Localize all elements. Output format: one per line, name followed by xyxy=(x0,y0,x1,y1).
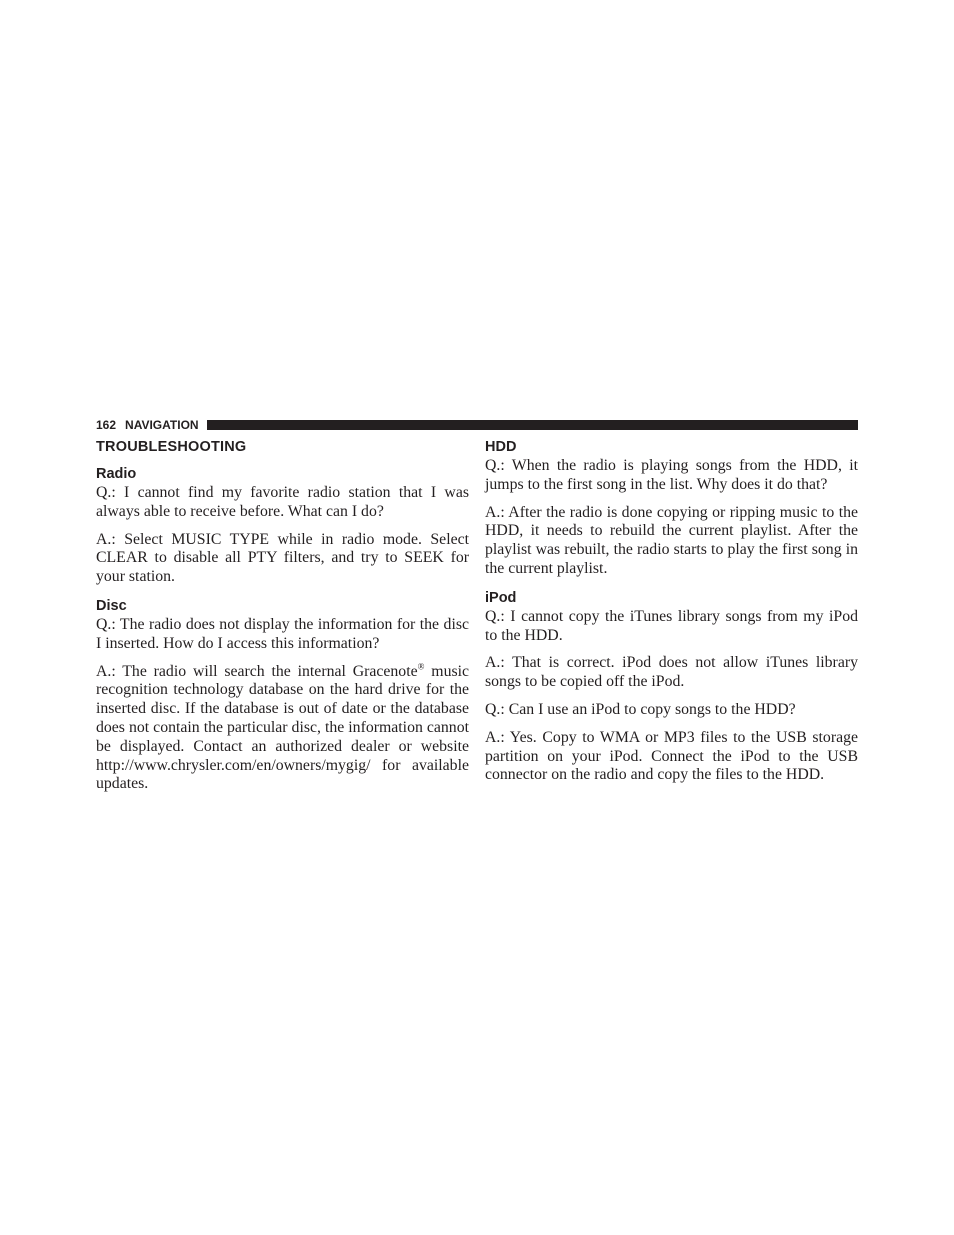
radio-answer: A.: Select MUSIC TYPE while in radio mode. Select CLEAR to disable all PTY filters, and try to SEEK for your station. xyxy=(96,530,469,586)
right-column xyxy=(485,436,858,794)
ipod-answer-1: A.: That is correct. iPod does not allow iTunes library songs to be copied off the iPod. xyxy=(485,654,858,691)
page-number: 162 xyxy=(96,417,117,432)
radio-heading: Radio xyxy=(96,466,137,482)
disc-heading: Disc xyxy=(96,597,127,614)
disc-answer-part2: music recognition technology database on the hard drive for the inserted disc. If the database is out of date or the database does not contain the particular disc, the information cannot be displayed. Contact an authorized dealer or website http://www.chrysler.com/en/owners/mygig/ for available updates. xyxy=(96,662,470,793)
ipod-answer-2: A.: Yes. Copy to WMA or MP3 files to the USB storage partition on your iPod. Connect the iPod to the USB connector on the radio and copy the files to the HDD. xyxy=(485,728,858,784)
ipod-question-1: Q.: I cannot copy the iTunes library songs from my iPod to the HDD. xyxy=(485,607,858,644)
page-title: TROUBLESHOOTING xyxy=(96,439,247,455)
disc-answer xyxy=(96,663,469,795)
ipod-question-2: Q.: Can I use an iPod to copy songs to the HDD? xyxy=(485,700,796,718)
header-rule xyxy=(207,420,858,430)
registered-mark: ® xyxy=(417,661,425,672)
radio-question: Q.: I cannot find my favorite radio station that I was always able to receive before. What can I do? xyxy=(96,484,469,520)
hdd-answer: A.: After the radio is done copying or ripping music to the HDD, it needs to rebuild the current playlist. After the playlist was rebuilt, the radio starts to play the first song in the current playlist. xyxy=(485,503,858,577)
page-header xyxy=(96,417,858,432)
hdd-question: Q.: When the radio is playing songs from the HDD, it jumps to the first song in the list. Why does it do that? xyxy=(485,457,858,493)
disc-answer-part1: A.: The radio will search the internal Gracenote xyxy=(96,662,418,680)
hdd-heading: HDD xyxy=(485,439,517,455)
disc-question: Q.: The radio does not display the information for the disc I inserted. How do I access this information? xyxy=(96,615,469,652)
section-name: NAVIGATION xyxy=(125,417,199,432)
ipod-heading: iPod xyxy=(485,589,517,606)
left-column xyxy=(96,436,469,803)
